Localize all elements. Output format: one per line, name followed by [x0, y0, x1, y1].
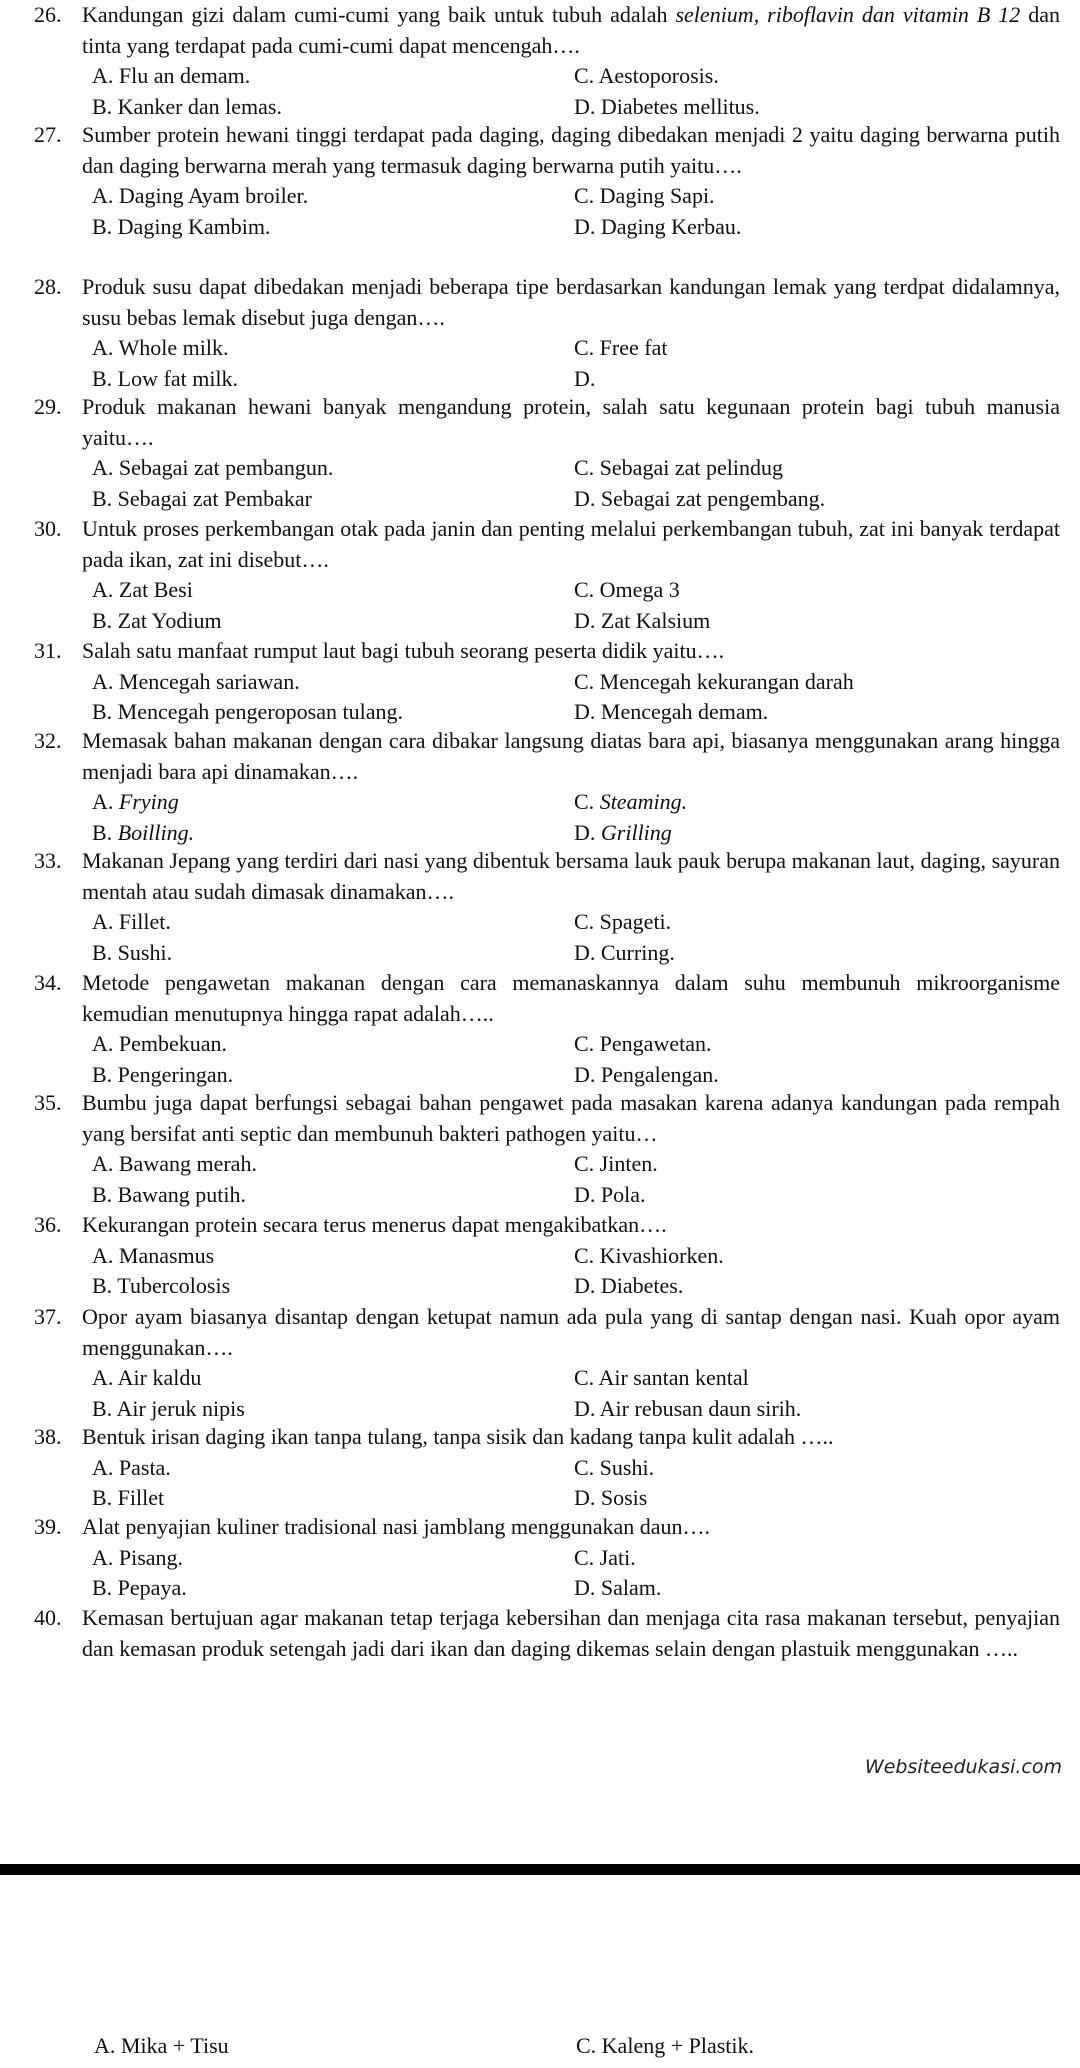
option: A. Frying [92, 789, 179, 814]
question [34, 968, 1060, 1090]
option: D. Pengalengan. [574, 1061, 719, 1087]
question [34, 392, 1060, 514]
option: C. Pengawetan. [574, 1031, 712, 1056]
stem-text: Salah satu manfaat rumput laut bagi tubuh seorang peserta didik yaitu…. [82, 638, 725, 663]
options [92, 333, 1060, 394]
option: A. Mencegah sariawan. [92, 668, 300, 694]
option: D. Curring. [574, 939, 675, 965]
stem-text: Memasak bahan makanan dengan cara dibakar langsung diatas bara api, biasanya menggunakan arang hingga menjadi bara api dinamakan…. [82, 728, 1060, 784]
question-stem [82, 392, 1060, 453]
option: A. Pembekuan. [92, 1031, 228, 1056]
option: C. Mencegah kekurangan darah [574, 668, 854, 694]
option: A. Bawang merah. [92, 1151, 257, 1176]
option: C. Jati. [574, 1544, 636, 1570]
option: C. Jinten. [574, 1151, 658, 1176]
question [34, 636, 1060, 728]
question-number: 31. [34, 638, 62, 663]
option: D. Diabetes. [574, 1273, 684, 1298]
question-stem [82, 846, 1060, 907]
question-number: 39. [34, 1514, 62, 1539]
question-stem [82, 1422, 1060, 1453]
option: D. Pola. [574, 1181, 646, 1207]
option: B. Kanker dan lemas. [92, 93, 282, 119]
option: A. Daging Ayam broiler. [92, 183, 309, 208]
question [34, 1512, 1060, 1604]
question-stem [82, 968, 1060, 1029]
question-stem [82, 726, 1060, 787]
question [34, 1603, 1060, 1664]
option: B. Zat Yodium [92, 607, 222, 633]
divider [0, 1864, 1080, 1875]
watermark: Websiteedukasi.com [864, 1756, 1062, 1778]
question-number: 30. [34, 516, 62, 541]
option: C. Sebagai zat pelindug [574, 455, 783, 480]
bottom-options [94, 2033, 994, 2059]
options [92, 1029, 1060, 1090]
question [34, 1422, 1060, 1514]
option-text: Steaming. [599, 789, 688, 814]
options [92, 787, 1060, 848]
option: C. Kivashiorken. [574, 1242, 724, 1268]
option: C. Air santan kental [574, 1365, 749, 1390]
option: B. Bawang putih. [92, 1181, 246, 1207]
options [92, 1453, 1060, 1514]
stem-text: Bentuk irisan daging ikan tanpa tulang, tanpa sisik dan kadang tanpa kulit adalah ….. [82, 1424, 834, 1449]
question [34, 272, 1060, 394]
question-stem [82, 1603, 1060, 1664]
question-number: 40. [34, 1605, 62, 1630]
question-stem [82, 272, 1060, 333]
stem-text: Kemasan bertujuan agar makanan tetap terjaga kebersihan dan menjaga cita rasa makanan tersebut, penyajian dan kemasan produk setengah jadi dari ikan dan daging dikemas selain dengan plastuik menggunakan ….. [82, 1605, 1060, 1661]
option: C. Spageti. [574, 909, 672, 934]
option: A. Zat Besi [92, 577, 193, 602]
stem-text: selenium, riboflavin dan vitamin B 12 [675, 2, 1021, 27]
option: D. Zat Kalsium [574, 607, 711, 633]
option: B. Tubercolosis [92, 1273, 231, 1298]
question-number: 33. [34, 848, 62, 873]
option: C. Kaleng + Plastik. [576, 2033, 755, 2058]
option: D. Grilling [574, 819, 672, 845]
question-stem [82, 514, 1060, 575]
option: C. Aestoporosis. [574, 63, 719, 88]
option: D. [574, 365, 596, 391]
question-number: 26. [34, 2, 62, 27]
options [92, 907, 1060, 968]
question [34, 0, 1060, 122]
option: A. Mika + Tisu [94, 2033, 229, 2058]
stem-text: Alat penyajian kuliner tradisional nasi jamblang menggunakan daun…. [82, 1514, 711, 1539]
stem-text: Sumber protein hewani tinggi terdapat pada daging, daging dibedakan menjadi 2 yaitu daging berwarna putih dan daging berwarna merah yang termasuk daging berwarna putih yaitu…. [82, 122, 1060, 178]
option: D. Mencegah demam. [574, 699, 769, 724]
question-number: 28. [34, 274, 62, 299]
question [34, 1210, 1060, 1302]
option: B. Pepaya. [92, 1575, 187, 1600]
question-stem [82, 1088, 1060, 1149]
options [92, 1149, 1060, 1210]
stem-text: dan tinta yang terdapat pada cumi-cumi dapat mencengah…. [82, 2, 1060, 58]
option: B. Fillet [92, 1485, 165, 1510]
stem-text: Kekurangan protein secara terus menerus dapat mengakibatkan…. [82, 1212, 667, 1237]
option: B. Sebagai zat Pembakar [92, 485, 312, 511]
question-number: 29. [34, 394, 62, 419]
option: A. Flu an demam. [92, 63, 251, 88]
option: B. Daging Kambim. [92, 213, 271, 239]
question-stem [82, 1302, 1060, 1363]
option: D. Daging Kerbau. [574, 213, 742, 239]
question-number: 32. [34, 728, 62, 753]
question-stem [82, 636, 1060, 667]
stem-text: Kandungan gizi dalam cumi-cumi yang baik untuk tubuh adalah [82, 2, 676, 27]
stem-text: Untuk proses perkembangan otak pada janin dan penting melalui perkembangan tubuh, zat ini banyak terdapat pada ikan, zat ini disebut…. [82, 516, 1060, 572]
option-text: Boilling. [117, 819, 195, 845]
option: A. Air kaldu [92, 1365, 202, 1390]
question-stem [82, 0, 1060, 61]
question [34, 1088, 1060, 1210]
option: A. Manasmus [92, 1242, 215, 1268]
option: D. Salam. [574, 1575, 662, 1600]
question-number: 36. [34, 1212, 62, 1237]
option: A. Whole milk. [92, 335, 229, 360]
question [34, 514, 1060, 636]
question-number: 37. [34, 1304, 62, 1329]
options [92, 181, 1060, 242]
option: D. Sosis [574, 1485, 648, 1510]
stem-text: Produk makanan hewani banyak mengandung protein, salah satu kegunaan protein bagi tubuh manusia yaitu…. [82, 394, 1060, 450]
stem-text: Metode pengawetan makanan dengan cara memanaskannya dalam suhu membunuh mikroorganisme kemudian menutupnya hingga rapat adalah….. [82, 970, 1060, 1026]
option: C. Steaming. [574, 789, 688, 814]
option: C. Daging Sapi. [574, 183, 715, 208]
option: D. Air rebusan daun sirih. [574, 1395, 802, 1421]
question-stem [82, 1210, 1060, 1241]
options [92, 1543, 1060, 1604]
question-number: 35. [34, 1090, 62, 1115]
option: B. Air jeruk nipis [92, 1395, 245, 1421]
question-number: 38. [34, 1424, 62, 1449]
question-stem [82, 1512, 1060, 1543]
question [34, 1302, 1060, 1424]
options [92, 667, 1060, 728]
option: B. Pengeringan. [92, 1061, 234, 1087]
option: A. Fillet. [92, 909, 171, 934]
question-number: 27. [34, 122, 62, 147]
stem-text: Bumbu juga dapat berfungsi sebagai bahan pengawet pada masakan karena adanya kandungan pada rempah yang bersifat anti septic dan membunuh bakteri pathogen yaitu… [82, 1090, 1060, 1146]
option: C. Free fat [574, 335, 668, 360]
question [34, 120, 1060, 242]
option: D. Sebagai zat pengembang. [574, 485, 826, 511]
option: A. Sebagai zat pembangun. [92, 455, 334, 480]
options [92, 61, 1060, 122]
option: D. Diabetes mellitus. [574, 93, 760, 119]
option: B. Mencegah pengeroposan tulang. [92, 699, 403, 724]
options [92, 453, 1060, 514]
stem-text: Opor ayam biasanya disantap dengan ketupat namun ada pula yang di santap dengan nasi. Kuah opor ayam menggunakan…. [82, 1304, 1060, 1360]
stem-text: Makanan Jepang yang terdiri dari nasi yang dibentuk bersama lauk pauk berupa makanan laut, daging, sayuran mentah atau sudah dimasak dinamakan…. [82, 848, 1060, 904]
options [92, 1241, 1060, 1302]
question-number: 34. [34, 970, 62, 995]
option: A. Pisang. [92, 1544, 184, 1570]
option: A. Pasta. [92, 1454, 171, 1480]
stem-text: Produk susu dapat dibedakan menjadi beberapa tipe berdasarkan kandungan lemak yang terdpat didalamnya, susu bebas lemak disebut juga dengan…. [82, 274, 1060, 330]
question [34, 726, 1060, 848]
question-stem [82, 120, 1060, 181]
option-text: Grilling [600, 819, 672, 845]
options [92, 575, 1060, 636]
option: C. Omega 3 [574, 577, 680, 602]
option: C. Sushi. [574, 1454, 655, 1480]
option: B. Boilling. [92, 819, 195, 845]
question [34, 846, 1060, 968]
option: B. Low fat milk. [92, 365, 239, 391]
option-text: Frying [118, 789, 179, 814]
option: B. Sushi. [92, 939, 173, 965]
options [92, 1363, 1060, 1424]
